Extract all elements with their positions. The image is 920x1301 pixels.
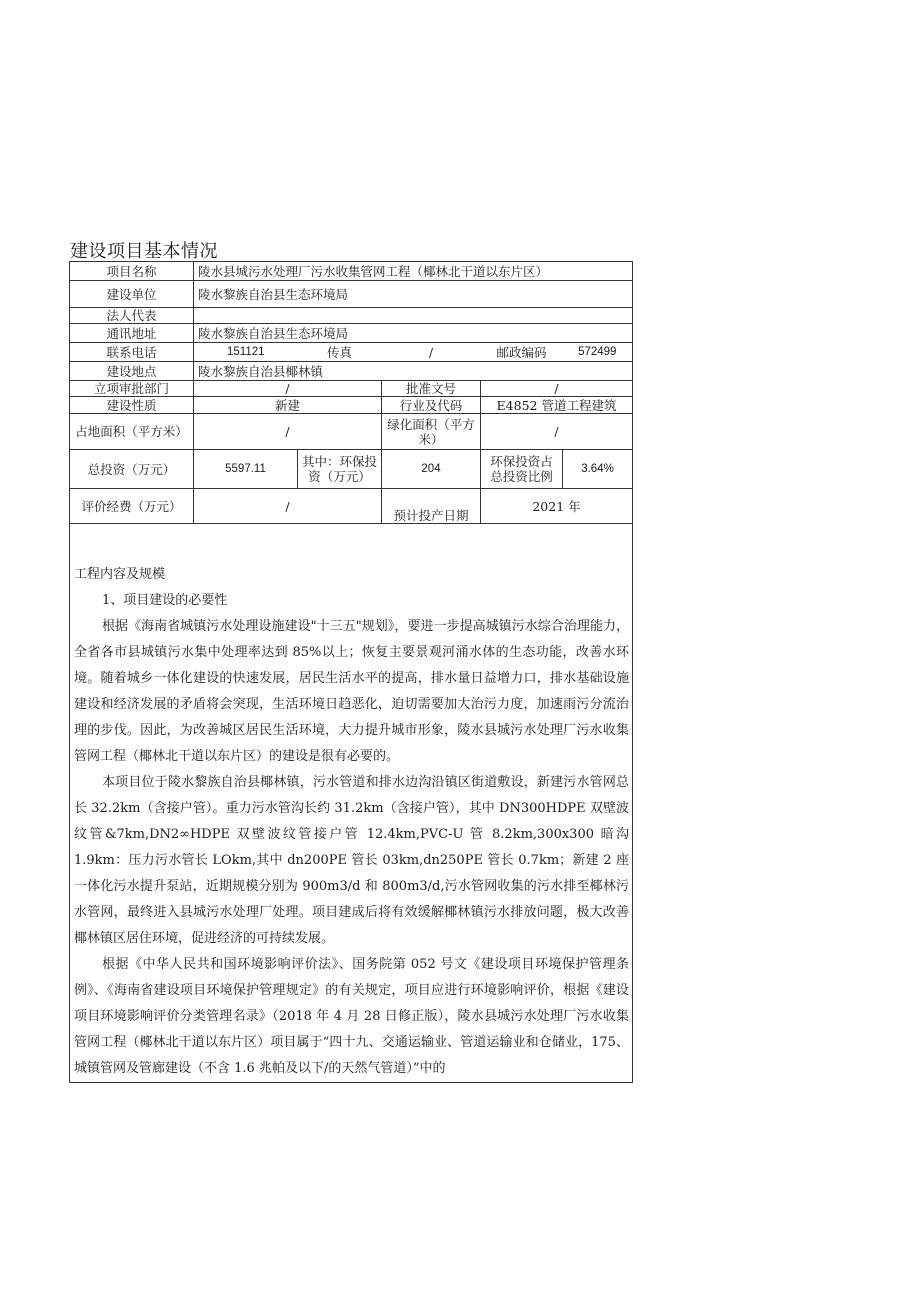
row-investment — [70, 450, 633, 489]
eval-cost-value: / — [194, 489, 382, 524]
paragraph-scope: 本项目位于陵水黎族自治县椰林镇，污水管道和排水边沟沿镇区街道敷设，新建污水管网总长 32.2km（含接户管）。重力污水管沟长约 31.2km（含接户管），其中 DN300HDPE 双壁波纹管&7km,DN2∞HDPE 双壁波纹管接户管 12.4km,PVC-U 管 8.2km,300x300 暗沟 1.9km：压力污水管长 LOkm,其中 dn200PE 管长 03km,dn250PE 管长 0.7km；新建 2 座一体化污水提升泵站，近期规模分别为 900m3/d 和 800m3/d,污水管网收集的污水排至椰林污水管网，最终进入县城污水处理厂处理。项目建成后将有效缓解椰林镇污水排放问题，极大改善椰林镇区居住环境，促进经济的可持续发展。 — [74, 775, 630, 946]
project-name-value: 陵水县城污水处理厂污水收集管网工程（椰林北干道以东片区） — [194, 262, 633, 281]
project-info-table — [69, 261, 633, 1083]
legal-rep-label: 法人代表 — [70, 308, 194, 324]
production-date-value: 2021 年 — [481, 489, 633, 524]
legal-rep-value — [194, 308, 633, 324]
approval-doc-value: / — [481, 381, 633, 397]
row-location — [70, 362, 633, 381]
row-approval — [70, 381, 633, 397]
paragraph-necessity: 根据《海南省城镇污水处理设施建设"十三五"规划》，要进一步提高城镇污水综合治理能力，全省各市县城镇污水集中处理率达到 85%以上；恢复主要景观河涌水体的生态功能，改善水环境。随着城乡一体化建设的快速发展，居民生活水平的提高，排水量日益增力口，排水基础设施建设和经济发展的矛盾将会突现，生活环境日趋恶化，迫切需要加大治污力度，加速雨污分流治理的步伐。因此，为改善城区居民生活环境，大力提升城市形象，陵水县城污水处理厂污水收集管网工程（椰林北干道以东片区）的建设是很有必要的。 — [74, 619, 630, 764]
investment-value: 5597.11 — [194, 450, 298, 489]
location-label: 建设地点 — [70, 362, 194, 381]
industry-label: 行业及代码 — [382, 397, 481, 414]
postcode-label: 邮政编码 — [481, 343, 563, 362]
row-address — [70, 324, 633, 343]
section-heading: 工程内容及规模 — [74, 567, 166, 582]
row-project-name — [70, 262, 633, 281]
row-content — [70, 524, 633, 1083]
approval-doc-label: 批准文号 — [382, 381, 481, 397]
nature-value: 新建 — [194, 397, 382, 414]
env-investment-label: 其中：环保投资（万元） — [298, 450, 382, 489]
sub-heading: 1、项目建设的必要性 — [102, 593, 228, 608]
row-eval-cost — [70, 489, 633, 524]
area-label: 占地面积（平方米） — [70, 414, 194, 450]
env-ratio-label: 环保投资占总投资比例 — [481, 450, 563, 489]
page-title: 建设项目基本情况 — [70, 241, 218, 262]
area-value: / — [194, 414, 382, 450]
postcode-value: 572499 — [563, 343, 633, 362]
address-label: 通讯地址 — [70, 324, 194, 343]
project-content-cell — [70, 524, 633, 1083]
construction-unit-label: 建设单位 — [70, 281, 194, 308]
industry-value: E4852 管道工程建筑 — [481, 397, 633, 414]
paragraph-regulation: 根据《中华人民共和国环境影响评价法》、国务院第 052 号文《建设项目环境保护管理条例》、《海南省建设项目环境保护管理规定》的有关规定，项目应进行环境影响评价，根据《建设项目环境影响评价分类管理名录》（2018 年 4 月 28 日修正版），陵水县城污水处理厂污水收集管网工程（椰林北干道以东片区）项目属于“四十九、交通运输业、管道运输业和仓储业，175、城镇管网及管廊建设（不含 1.6 兆帕及以下/的天然气管道）”中的 — [74, 957, 630, 1076]
project-name-label: 项目名称 — [70, 262, 194, 281]
env-ratio-value: 3.64% — [563, 450, 633, 489]
row-legal-rep — [70, 308, 633, 324]
phone-label: 联系电话 — [70, 343, 194, 362]
row-construction-unit — [70, 281, 633, 308]
row-nature — [70, 397, 633, 414]
green-area-label: 绿化面积（平方米） — [382, 414, 481, 450]
row-phone — [70, 343, 633, 362]
green-area-value: / — [481, 414, 633, 450]
fax-value: / — [382, 343, 481, 362]
eval-cost-label: 评价经费（万元） — [70, 489, 194, 524]
env-investment-value: 204 — [382, 450, 481, 489]
investment-label: 总投资（万元） — [70, 450, 194, 489]
production-date-label: 预计投产日期 — [382, 489, 481, 524]
construction-unit-value: 陵水黎族自治县生态环境局 — [194, 281, 633, 308]
address-value: 陵水黎族自治县生态环境局 — [194, 324, 633, 343]
approval-dept-value: / — [194, 381, 382, 397]
approval-dept-label: 立项审批部门 — [70, 381, 194, 397]
row-area — [70, 414, 633, 450]
phone-value: 151121 — [194, 343, 298, 362]
nature-label: 建设性质 — [70, 397, 194, 414]
fax-label: 传真 — [298, 343, 382, 362]
location-value: 陵水黎族自治县椰林镇 — [194, 362, 633, 381]
